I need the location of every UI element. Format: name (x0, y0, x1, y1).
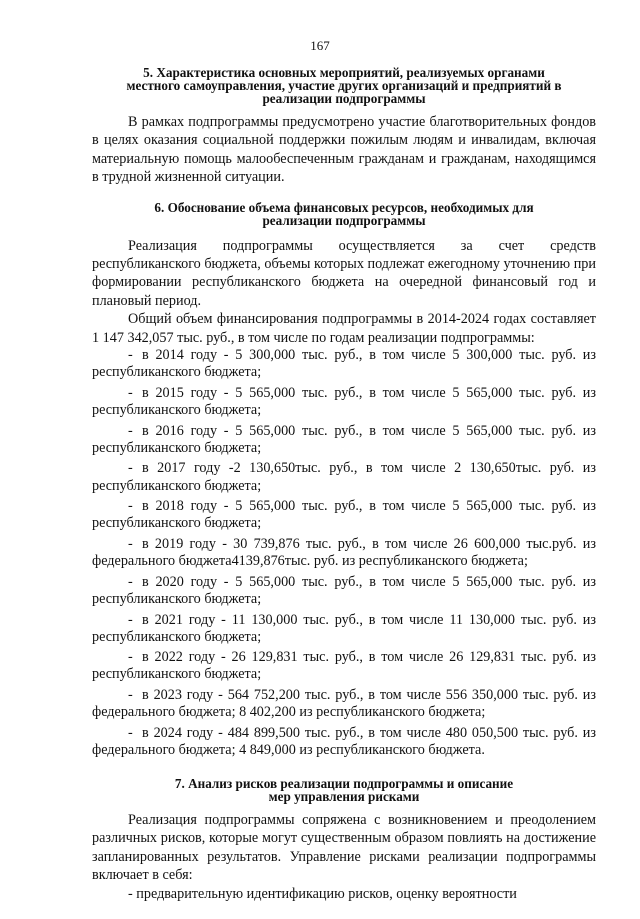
financing-year-item (92, 536, 596, 570)
list-dash: - (128, 460, 133, 477)
financing-year-item (92, 460, 596, 494)
financing-year-item (92, 423, 596, 457)
financing-year-text: в 2023 году - 564 752,200 тыс. руб., в том числе 556 350,000 тыс. руб. из федерального бюджета; 8 402,200 из республиканского бюджета; (92, 687, 596, 721)
financing-year-text: в 2014 году - 5 300,000 тыс. руб., в том числе 5 300,000 тыс. руб. из республиканского бюджета; (92, 347, 596, 381)
section-7-heading-line: мер управления рисками (268, 789, 420, 805)
section-7 (92, 777, 596, 903)
list-dash: - (128, 649, 133, 666)
financing-year-text: в 2024 году - 484 899,500 тыс. руб., в том числе 480 050,500 тыс. руб. из федерального бюджета; 4 849,000 из республиканского бюджета. (92, 724, 596, 758)
section-7-heading-line: 7. Анализ рисков реализации подпрограммы и описание (174, 776, 514, 792)
financing-year-text: в 2015 году - 5 565,000 тыс. руб., в том числе 5 565,000 тыс. руб. из республиканского бюджета; (92, 384, 596, 418)
section-6 (92, 201, 596, 759)
page-content (92, 66, 596, 919)
section-7-paragraph: Реализация подпрограммы сопряжена с возникновением и преодолением различных рисков, которые могут существенным образом повлиять на достижение запланированных результатов. Управление рисками реализации подпрограммы включает в себя: (92, 812, 596, 884)
list-dash: - (128, 384, 133, 401)
financing-year-item (92, 385, 596, 419)
financing-year-item (92, 649, 596, 683)
financing-year-text: в 2020 году - 5 565,000 тыс. руб., в том числе 5 565,000 тыс. руб. из республиканского бюджета; (92, 573, 596, 607)
financing-year-text: в 2017 году -2 130,650тыс. руб., в том числе 2 130,650тыс. руб. из республиканского бюджета; (92, 460, 596, 494)
financing-year-text: в 2019 году - 30 739,876 тыс. руб., в том числе 26 600,000 тыс.руб. из федерального бюджета4139,876тыс. руб. из республиканского бюджета; (92, 535, 596, 570)
financing-year-text: в 2021 году - 11 130,000 тыс. руб., в том числе 11 130,000 тыс. руб. из республиканского бюджета; (92, 611, 596, 645)
section-5 (92, 66, 596, 187)
list-dash: - (128, 535, 133, 552)
list-dash: - (128, 422, 133, 439)
section-5-heading-line: 5. Характеристика основных мероприятий, реализуемых органами (143, 65, 545, 80)
section-7-list-item: - предварительную идентификацию рисков, оценку вероятности (128, 885, 517, 902)
section-5-heading-line: реализации подпрограммы (262, 91, 426, 106)
list-dash: - (128, 611, 133, 628)
section-5-heading (92, 66, 596, 105)
financing-year-item (92, 574, 596, 608)
section-6-paragraph: Реализация подпрограммы осуществляется за счет средств республиканского бюджета, объемы которых подлежат ежегодному уточнению при формировании республиканского бюджета на очередной финансовый год и плановый период. (92, 237, 596, 309)
financing-year-item (92, 498, 596, 532)
section-6-heading-line: реализации подпрограммы (262, 212, 426, 228)
financing-year-item (92, 347, 596, 381)
section-6-heading-line: 6. Обоснование объема финансовых ресурсов, необходимых для (154, 199, 534, 215)
financing-year-item (92, 687, 596, 721)
financing-year-text: в 2016 году - 5 565,000 тыс. руб., в том числе 5 565,000 тыс. руб. из республиканского бюджета; (92, 422, 596, 456)
section-7-heading (92, 777, 596, 803)
list-dash: - (128, 724, 133, 741)
financing-year-item (92, 725, 596, 759)
financing-year-text: в 2022 году - 26 129,831 тыс. руб., в том числе 26 129,831 тыс. руб. из республиканского бюджета; (92, 649, 596, 683)
list-dash: - (128, 687, 133, 704)
list-dash: - (128, 498, 133, 515)
page-number: 167 (310, 38, 330, 53)
financing-year-text: в 2018 году - 5 565,000 тыс. руб., в том числе 5 565,000 тыс. руб. из республиканского бюджета; (92, 498, 596, 532)
financing-year-item (92, 612, 596, 646)
financing-list (92, 347, 596, 759)
section-6-paragraph: Общий объем финансирования подпрограммы в 2014-2024 годах составляет 1 147 342,057 тыс. руб., в том числе по годам реализации подпрограммы: (92, 311, 596, 346)
section-5-heading-line: местного самоуправления, участие других организаций и предприятий в (126, 78, 562, 93)
list-dash: - (128, 347, 133, 364)
section-6-heading (92, 201, 596, 227)
section-5-paragraph: В рамках подпрограммы предусмотрено участие благотворительных фондов в целях оказания социальной поддержки пожилым людям и инвалидам, включая материальную помощь малообеспеченным гражданам и гражданам, находящимся в трудной жизненной ситуации. (92, 114, 596, 186)
list-dash: - (128, 573, 133, 590)
